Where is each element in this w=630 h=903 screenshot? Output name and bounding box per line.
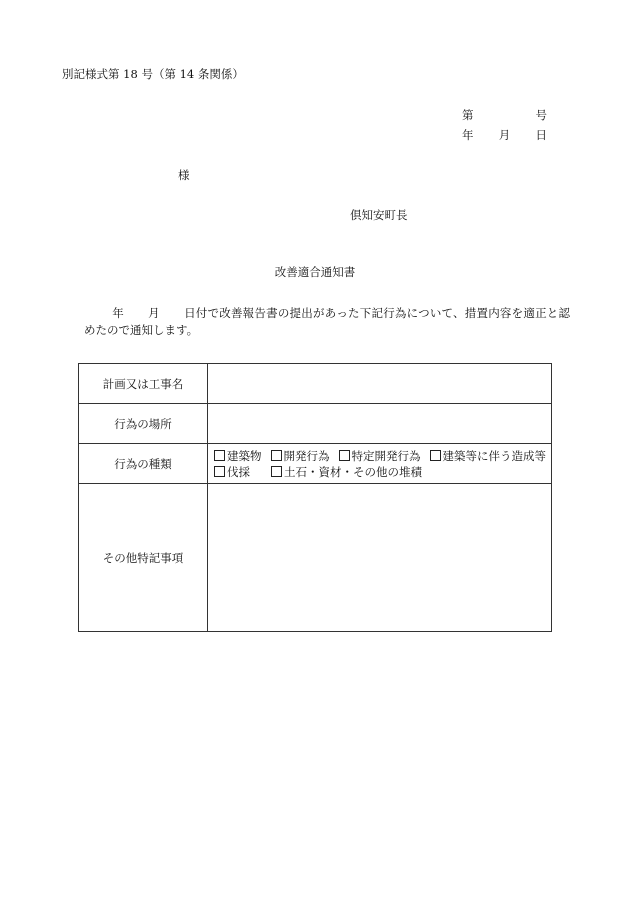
type-option-label: 開発行為 xyxy=(283,448,330,463)
checkbox-icon[interactable] xyxy=(214,466,225,477)
type-option-label: 土石・資材・その他の堆積 xyxy=(284,464,422,479)
checkbox-icon[interactable] xyxy=(214,450,225,461)
other-notes-label: その他特記事項 xyxy=(79,484,208,632)
table-row xyxy=(79,484,552,632)
action-type-options xyxy=(208,444,552,484)
addressee-honorific: 様 xyxy=(178,168,190,182)
type-option-label: 建築等に伴う造成等 xyxy=(442,448,546,463)
date-year: 年 xyxy=(462,128,474,142)
form-number: 別記様式第 18 号（第 14 条関係） xyxy=(62,67,244,81)
document-title: 改善適合通知書 xyxy=(274,265,356,279)
table-row xyxy=(79,404,552,444)
table-row xyxy=(79,444,552,484)
other-notes-value[interactable] xyxy=(208,484,552,632)
document-date-row xyxy=(462,127,547,143)
body-text xyxy=(84,305,570,339)
table-row xyxy=(79,364,552,404)
issuer: 倶知安町長 xyxy=(350,208,408,222)
info-table xyxy=(78,363,552,632)
body-year: 年 xyxy=(112,306,124,320)
checkbox-icon[interactable] xyxy=(430,450,441,461)
checkbox-icon[interactable] xyxy=(271,450,282,461)
location-label: 行為の場所 xyxy=(79,404,208,444)
checkbox-icon[interactable] xyxy=(339,450,350,461)
body-month: 月 xyxy=(147,306,160,320)
type-option-label: 伐採 xyxy=(227,464,250,479)
type-option-label: 建築物 xyxy=(227,448,262,463)
type-options-line-1 xyxy=(214,448,551,464)
date-month: 月 xyxy=(498,128,511,142)
body-sentence: 日付で改善報告書の提出があった下記行為について、措置内容を適正と認めたので通知します。 xyxy=(84,306,571,337)
type-option-stockpiling[interactable] xyxy=(271,464,422,480)
date-day: 日 xyxy=(535,128,547,142)
number-suffix: 号 xyxy=(535,108,547,122)
type-option-building[interactable] xyxy=(214,448,262,464)
plan-name-label: 計画又は工事名 xyxy=(79,364,208,404)
type-options-line-2 xyxy=(214,464,551,480)
type-option-specific-development[interactable] xyxy=(339,448,421,464)
type-option-logging[interactable] xyxy=(214,464,271,480)
action-type-label: 行為の種類 xyxy=(79,444,208,484)
checkbox-icon[interactable] xyxy=(271,466,282,477)
type-option-development[interactable] xyxy=(271,448,330,464)
number-prefix: 第 xyxy=(462,108,474,122)
location-value[interactable] xyxy=(208,404,552,444)
plan-name-value[interactable] xyxy=(208,364,552,404)
document-number-row xyxy=(462,107,547,123)
type-option-label: 特定開発行為 xyxy=(351,448,421,463)
type-option-land-forming[interactable] xyxy=(430,448,547,464)
